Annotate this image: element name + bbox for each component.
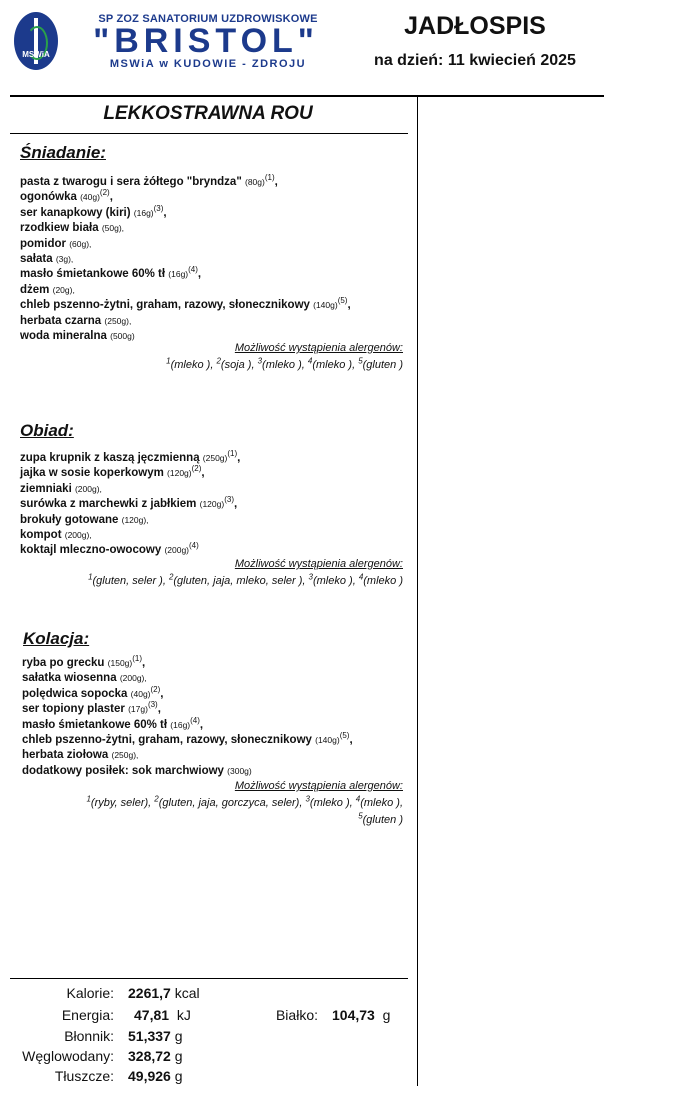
allergen-ref: (4) xyxy=(188,265,198,275)
org-name-line1: SP ZOZ SANATORIUM UZDROWISKOWE xyxy=(98,13,318,25)
menu-item-quantity: (250g), xyxy=(111,750,139,761)
diet-title-divider xyxy=(10,133,408,134)
tluszcze-value: 49,926 g xyxy=(128,1068,183,1084)
menu-item-name: ogonówka xyxy=(20,191,77,204)
menu-item-name: masło śmietankowe 60% tł xyxy=(22,718,168,731)
allergen-number: 5 xyxy=(358,356,363,366)
energia-label: Energia: xyxy=(61,1007,114,1023)
menu-item-separator: , xyxy=(163,206,167,219)
menu-item-separator: , xyxy=(347,299,351,312)
menu-item-quantity: (16g) xyxy=(133,207,154,218)
allergen-list xyxy=(20,573,403,589)
menu-item-name: polędwica sopocka xyxy=(22,687,131,700)
allergen-text: (gluten ) xyxy=(362,359,403,371)
menu-item xyxy=(22,656,145,671)
menu-item xyxy=(22,702,161,717)
menu-item-name: pomidor xyxy=(20,237,66,250)
menu-item-separator: , xyxy=(199,718,204,731)
allergen-ref: (2) xyxy=(99,188,110,198)
allergen-ref: (3) xyxy=(153,203,164,213)
energia-value: 47,81 kJ xyxy=(134,1007,191,1023)
menu-item-quantity: (140g) xyxy=(313,300,338,311)
menu-item xyxy=(20,190,113,205)
menu-item-name: masło śmietankowe 60% tł xyxy=(20,268,166,281)
sanatorium-logo xyxy=(14,12,58,70)
allergen-ref: (1) xyxy=(132,654,143,664)
document-date: na dzień: 11 kwiecień 2025 xyxy=(374,52,576,69)
menu-item-quantity: (60g), xyxy=(69,238,92,249)
menu-item-quantity: (17g) xyxy=(128,704,148,715)
allergen-text: (ryby, seler), xyxy=(90,797,155,809)
menu-item xyxy=(22,748,138,763)
menu-item-name: jajka w sosie koperkowym xyxy=(20,467,164,480)
menu-item-name: koktajl mleczno-owocowy xyxy=(20,544,162,557)
menu-item-name: dodatkowy posiłek: sok marchwiowy xyxy=(22,764,224,777)
menu-item-quantity: (200g) xyxy=(164,545,190,556)
menu-item-quantity: (20g), xyxy=(52,284,75,295)
menu-item-quantity: (300g) xyxy=(227,765,252,776)
allergen-ref: (3) xyxy=(147,700,158,710)
allergen-text: (mleko ), xyxy=(170,359,217,371)
allergen-ref: (5) xyxy=(337,296,348,306)
column-divider xyxy=(417,96,418,1086)
menu-item-separator: , xyxy=(157,703,161,716)
allergen-text: (mleko ), xyxy=(360,797,403,809)
menu-item-quantity: (250g) xyxy=(202,453,228,463)
menu-item-name: surówka z marchewki z jabłkiem xyxy=(20,498,197,511)
allergen-text: (mleko ), xyxy=(312,359,359,371)
allergen-text: (mleko ), xyxy=(312,575,359,587)
menu-item-name: pasta z twarogu i sera żółtego "bryndza" xyxy=(20,176,242,188)
menu-item xyxy=(20,466,205,481)
menu-item-quantity: (120g) xyxy=(199,499,225,510)
menu-item-quantity: (3g), xyxy=(55,254,74,264)
menu-item-name: rzodkiew biała xyxy=(20,222,99,235)
allergen-ref: (2) xyxy=(191,464,202,474)
menu-item-name: ser topiony plaster xyxy=(22,703,125,716)
menu-item-name: sałata xyxy=(20,253,53,265)
menu-item xyxy=(20,513,149,528)
menu-item xyxy=(20,252,73,267)
menu-item xyxy=(20,482,102,497)
header-divider xyxy=(10,95,604,97)
allergen-text: (soja ), xyxy=(220,359,258,371)
diet-name: LEKKOSTRAWNA ROU xyxy=(103,103,313,124)
menu-item xyxy=(22,764,252,779)
menu-item-quantity: (16g) xyxy=(168,269,189,280)
allergen-number: 1 xyxy=(166,356,171,366)
allergen-number: 5 xyxy=(358,811,363,821)
menu-item-separator: , xyxy=(237,452,241,464)
allergen-list xyxy=(20,812,403,828)
allergen-number: 3 xyxy=(305,794,310,804)
menu-item-quantity: (50g), xyxy=(101,223,125,234)
menu-item xyxy=(22,684,164,702)
tluszcze-label: Tłuszcze: xyxy=(54,1068,114,1084)
meal-heading: Śniadanie: xyxy=(20,143,106,162)
menu-item-quantity: (500g) xyxy=(110,331,135,341)
document-title: JADŁOSPIS xyxy=(404,12,546,40)
menu-item xyxy=(20,329,135,344)
menu-item-name: kompot xyxy=(20,529,65,541)
menu-item xyxy=(20,298,351,313)
menu-item xyxy=(20,221,124,236)
menu-item xyxy=(20,451,240,466)
kalorie-value: 2261,7 kcal xyxy=(128,985,200,1001)
bialko-value: 104,73 g xyxy=(332,1007,391,1023)
menu-item-quantity: (120g), xyxy=(121,514,149,525)
menu-item-name: ser kanapkowy (kiri) xyxy=(20,206,131,219)
menu-item-separator: , xyxy=(142,657,146,669)
allergen-number: 4 xyxy=(358,572,364,582)
bialko-label: Białko: xyxy=(275,1007,318,1023)
allergen-number: 4 xyxy=(307,356,313,366)
menu-item-name: dżem xyxy=(20,283,50,296)
menu-item-quantity: (200g), xyxy=(74,483,102,494)
weglowodany-value: 328,72 g xyxy=(128,1048,183,1064)
weglowodany-label: Węglowodany: xyxy=(22,1048,114,1064)
menu-item-quantity: (140g) xyxy=(315,735,340,745)
menu-item xyxy=(22,671,147,686)
menu-item xyxy=(20,543,199,558)
menu-item xyxy=(20,267,201,282)
menu-item-quantity: (16g) xyxy=(170,719,191,730)
allergen-text: (gluten ) xyxy=(362,814,403,826)
menu-item xyxy=(20,237,91,252)
menu-item xyxy=(22,715,204,733)
allergen-label: Możliwość wystąpienia alergenów: xyxy=(234,558,403,570)
allergen-list xyxy=(20,795,403,811)
kalorie-label: Kalorie: xyxy=(66,985,114,1001)
allergen-ref: (2) xyxy=(150,684,161,694)
nutrition-divider xyxy=(10,978,408,979)
menu-item-name: woda mineralna xyxy=(20,330,107,342)
allergen-number: 3 xyxy=(257,356,263,366)
menu-item-quantity: (40g) xyxy=(130,688,151,699)
menu-item-name: ziemniaki xyxy=(20,482,75,495)
menu-item-quantity: (120g) xyxy=(167,468,192,479)
menu-item-name: zupa krupnik z kaszą jęczmienną xyxy=(20,452,200,464)
menu-item-separator: , xyxy=(349,734,353,746)
menu-item-separator: , xyxy=(274,176,278,188)
allergen-ref: (4) xyxy=(189,541,199,551)
menu-item-quantity: (200g), xyxy=(119,673,147,684)
menu-item xyxy=(22,733,353,748)
allergen-text: (gluten, jaja, mleko, seler ), xyxy=(173,575,309,587)
allergen-text: (gluten, jaja, gorczyca, seler), xyxy=(158,797,306,809)
allergen-ref: (5) xyxy=(339,731,350,741)
menu-item-separator: , xyxy=(160,687,164,700)
allergen-list xyxy=(20,357,403,373)
allergen-number: 2 xyxy=(154,794,159,804)
allergen-ref: (1) xyxy=(227,449,238,459)
menu-item-name: herbata ziołowa xyxy=(22,749,109,762)
menu-item xyxy=(20,497,237,512)
menu-item-name: brokuły gotowane xyxy=(20,513,119,526)
menu-item xyxy=(20,528,92,543)
menu-item-name: sałatka wiosenna xyxy=(22,672,117,685)
menu-item xyxy=(20,283,75,298)
allergen-text: (mleko ) xyxy=(363,575,403,587)
menu-item-separator: , xyxy=(201,467,205,480)
logo-text: MSWiA xyxy=(22,50,50,59)
menu-item-quantity: (150g) xyxy=(107,658,133,668)
brand-name: "BRISTOL" xyxy=(93,22,319,60)
allergen-ref: (1) xyxy=(264,173,275,183)
allergen-number: 2 xyxy=(216,356,221,366)
menu-item-name: chleb pszenno-żytni, graham, razowy, słonecznikowy xyxy=(20,299,310,312)
menu-item-quantity: (200g), xyxy=(64,530,92,540)
allergen-number: 2 xyxy=(168,572,174,582)
menu-item xyxy=(20,175,278,190)
menu-item-name: ryba po grecku xyxy=(22,657,105,669)
allergen-text: (mleko ), xyxy=(309,797,356,809)
allergen-label: Możliwość wystąpienia alergenów: xyxy=(234,780,403,792)
menu-item-quantity: (250g), xyxy=(104,315,132,326)
allergen-ref: (3) xyxy=(224,495,234,505)
allergen-label: Możliwość wystąpienia alergenów: xyxy=(234,342,403,354)
meal-heading: Kolacja: xyxy=(23,629,90,648)
blonnik-label: Błonnik: xyxy=(64,1028,114,1044)
menu-item-separator: , xyxy=(109,191,113,204)
menu-item-separator: , xyxy=(197,268,202,281)
menu-item xyxy=(20,314,131,329)
menu-item-quantity: (80g) xyxy=(244,177,265,187)
allergen-text: (gluten, seler ), xyxy=(92,575,169,587)
menu-item-name: chleb pszenno-żytni, graham, razowy, słonecznikowy xyxy=(22,734,312,746)
org-name-line3: MSWiA w KUDOWIE - ZDROJU xyxy=(109,58,307,70)
menu-item-separator: , xyxy=(233,498,238,511)
menu-item-quantity: (40g) xyxy=(80,192,100,203)
meal-heading: Obiad: xyxy=(20,421,74,440)
allergen-number: 4 xyxy=(355,794,361,804)
menu-item xyxy=(20,203,167,221)
allergen-text: (mleko ), xyxy=(262,359,308,371)
menu-item-name: herbata czarna xyxy=(20,314,102,327)
allergen-number: 3 xyxy=(308,572,313,582)
allergen-number: 1 xyxy=(88,572,93,582)
allergen-ref: (4) xyxy=(190,715,200,725)
blonnik-value: 51,337 g xyxy=(128,1028,183,1044)
allergen-number: 1 xyxy=(86,794,91,804)
